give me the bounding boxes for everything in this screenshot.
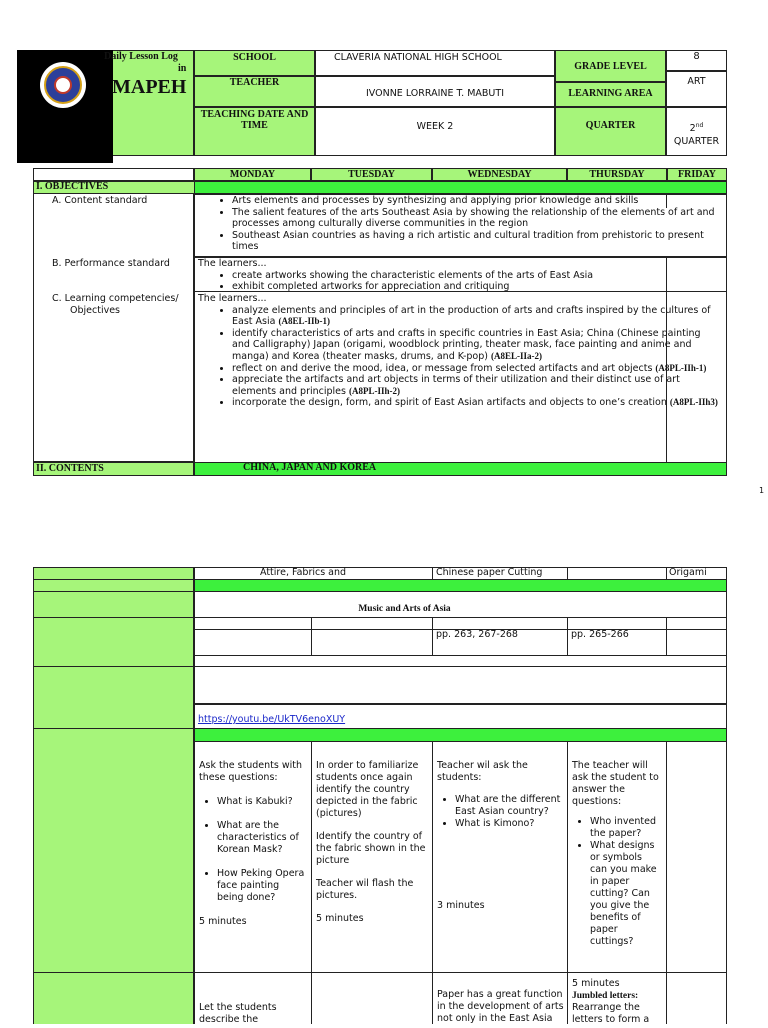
p2-mon-intro: Ask the students with these questions: — [199, 760, 303, 783]
quarter-word: QUARTER — [673, 136, 720, 148]
p2-mon-time: 5 minutes — [199, 916, 247, 927]
p2-r9-bar — [194, 728, 727, 742]
day-monday: MONDAY — [194, 168, 311, 181]
content-item: • Arts elements and processes by synthesizing and applying prior knowledge and skills — [232, 195, 723, 207]
competency-item: • reflect on and derive the mood, idea, or message from selected artifacts and art objects (A8PL-IIh-1) — [232, 363, 718, 375]
p2-wed-item: • What are the different East Asian country? — [455, 794, 563, 818]
grade-label: GRADE LEVEL — [555, 50, 666, 82]
performance-standard-label: B. Performance standard — [52, 258, 170, 269]
contents-value: CHINA, JAPAN AND KOREA — [243, 462, 377, 473]
school-value: CLAVERIA NATIONAL HIGH SCHOOL — [315, 50, 555, 76]
p2-thu-item: • Who invented the paper? — [590, 816, 662, 840]
p2-pages-wed: pp. 263, 267-268 — [436, 629, 518, 640]
quarter-num: 2 — [689, 123, 696, 135]
p2-tue-3: Teacher wil flash the pictures. — [316, 878, 414, 901]
performance-standard-text — [198, 258, 668, 293]
competency-intro: The learners... — [198, 293, 267, 304]
p2-r1-origami: Origami — [669, 567, 707, 578]
p2-mon-item: • How Peking Opera face painting being done? — [217, 868, 307, 904]
p2-thu-activity — [569, 758, 665, 950]
area-label: LEARNING AREA — [555, 82, 666, 107]
p2-r5-div — [666, 630, 667, 656]
quarter-label: QUARTER — [555, 107, 666, 156]
competency-label-line1: C. Learning competencies/ — [52, 293, 179, 304]
p2-thu-jumbled: Jumbled letters: — [572, 991, 639, 1001]
subject-title: MAPEH — [112, 76, 187, 98]
p2-r4-tue — [311, 617, 433, 630]
p2-thu-item: • What designs or symbols can you make in paper cutting? Can you give the benefits of paper cuttings? — [590, 840, 662, 948]
p2-wed-item: • What is Kimono? — [455, 818, 563, 830]
p2-left-div — [33, 579, 194, 580]
content-item: • Southeast Asian countries as having a rich artistic and cultural tradition from prehistoric to present times — [232, 230, 723, 253]
p2-r1-attire: Attire, Fabrics and — [260, 567, 347, 578]
contents-title: II. CONTENTS — [36, 463, 104, 474]
p2-r5-cell — [194, 630, 727, 656]
performance-friday-cell — [666, 257, 727, 292]
date-value: WEEK 2 — [315, 107, 555, 156]
log-title: Daily Lesson Log — [104, 51, 178, 62]
objectives-header-right — [194, 181, 727, 194]
day-friday: FRIDAY — [667, 168, 727, 181]
log-in: in — [178, 63, 187, 74]
competency-label — [52, 293, 179, 316]
performance-item: • create artworks showing the characteristic elements of the arts of East Asia — [232, 270, 668, 282]
competency-text — [198, 293, 718, 409]
p2-left-div — [33, 666, 194, 667]
p2-mon-activity — [196, 758, 310, 930]
objectives-title: I. OBJECTIVES — [36, 181, 109, 192]
day-thursday: THURSDAY — [567, 168, 667, 181]
teacher-value: IVONNE LORRAINE T. MABUTI — [315, 76, 555, 107]
p2-left-div — [33, 567, 194, 568]
performance-intro: The learners... — [198, 258, 267, 269]
p2-video-link[interactable]: https://youtu.be/UkTV6enoXUY — [198, 714, 346, 725]
p2-left-div — [33, 591, 194, 592]
p2-r1-paper: Chinese paper Cutting — [436, 567, 543, 578]
p2-bottom-tue — [311, 972, 433, 1024]
p2-mon-bottom: Let the students describe the — [199, 1002, 277, 1025]
p2-bottom-line — [194, 972, 727, 973]
deped-logo — [17, 50, 113, 163]
competency-label-line2: Objectives — [70, 304, 120, 316]
p2-act-fri — [666, 741, 727, 973]
p2-tue-time: 5 minutes — [316, 913, 364, 924]
p2-r4-mon — [194, 617, 312, 630]
p2-wed-intro: Teacher wil ask the students: — [437, 760, 528, 783]
page-number: 1 — [759, 486, 765, 495]
date-label: TEACHING DATE AND TIME — [194, 107, 315, 156]
p2-wed-bottom: Paper has a great function in the development of arts not only in the East Asia — [437, 989, 564, 1024]
content-item: • The salient features of the arts Southeast Asia by showing the relationship of the elements of art and processes among culturally diverse communities in the region — [232, 207, 723, 230]
day-wednesday: WEDNESDAY — [432, 168, 567, 181]
p2-thu-rearrange: Rearrange the letters to form a — [572, 1002, 650, 1025]
p2-left-div — [33, 972, 194, 973]
day-tuesday: TUESDAY — [311, 168, 432, 181]
quarter-sup: nd — [695, 122, 704, 129]
p2-tue-activity — [313, 758, 431, 927]
p2-music-arts: Music and Arts of Asia — [358, 604, 451, 614]
p2-wed-time: 3 minutes — [437, 900, 485, 911]
p2-tue-1: In order to familiarize students once again identify the country depicted in the fabric (pictures) — [316, 760, 419, 819]
performance-item: • exhibit completed artworks for appreciation and critiquing — [232, 281, 668, 293]
p2-left-col — [33, 567, 194, 1024]
p2-bottom-fri — [666, 972, 727, 1024]
grade-value: 8 — [666, 50, 727, 71]
p2-thu-intro: The teacher will ask the student to answer the questions: — [572, 760, 659, 807]
content-standard-label: A. Content standard — [52, 195, 148, 206]
p2-r5-div — [432, 630, 433, 656]
days-row-blank — [33, 168, 194, 181]
quarter-value — [666, 107, 727, 156]
p2-tue-2: Identify the country of the fabric shown in the picture — [316, 831, 426, 866]
competency-item: • analyze elements and principles of art in the production of arts and crafts inspired by the cultures of East Asia (A8EL-IIb-1) — [232, 305, 718, 328]
deped-seal-icon — [40, 62, 86, 108]
p2-r4-fri — [666, 617, 727, 630]
p2-wed-activity — [434, 758, 566, 914]
teacher-label: TEACHER — [194, 76, 315, 107]
area-value: ART — [666, 71, 727, 107]
p2-thu-time: 5 minutes — [572, 978, 620, 989]
p2-r5-div — [311, 630, 312, 656]
content-standard-list — [198, 195, 723, 253]
p2-r7-cell — [194, 666, 727, 704]
p2-mon-item: • What is Kabuki? — [217, 796, 307, 808]
objectives-left-col — [33, 194, 194, 462]
school-label: SCHOOL — [194, 50, 315, 76]
p2-pages-thu: pp. 265-266 — [571, 629, 629, 640]
p2-left-div — [33, 617, 194, 618]
p2-r5-div — [567, 630, 568, 656]
competency-item: • identify characteristics of arts and crafts in specific countries in East Asia; China (Chinese painting and Calligraphy) Japan (origami, woodblock printing, theater mask, face painting and anime and manga) and Korea (theater masks, drums, and K-pop) (A8EL-IIa-2) — [232, 328, 718, 363]
p2-thu-bottom — [569, 976, 665, 1028]
p2-mon-item: • What are the characteristics of Korean Mask? — [217, 820, 307, 856]
competency-item: • incorporate the design, form, and spirit of East Asian artifacts and objects to one’s creation (A8PL-IIh3) — [232, 397, 718, 409]
competency-item: • appreciate the artifacts and art objects in terms of their utilization and their distinct use of art elements and principles (A8PL-IIh-2) — [232, 374, 718, 397]
p2-left-div — [33, 728, 194, 729]
